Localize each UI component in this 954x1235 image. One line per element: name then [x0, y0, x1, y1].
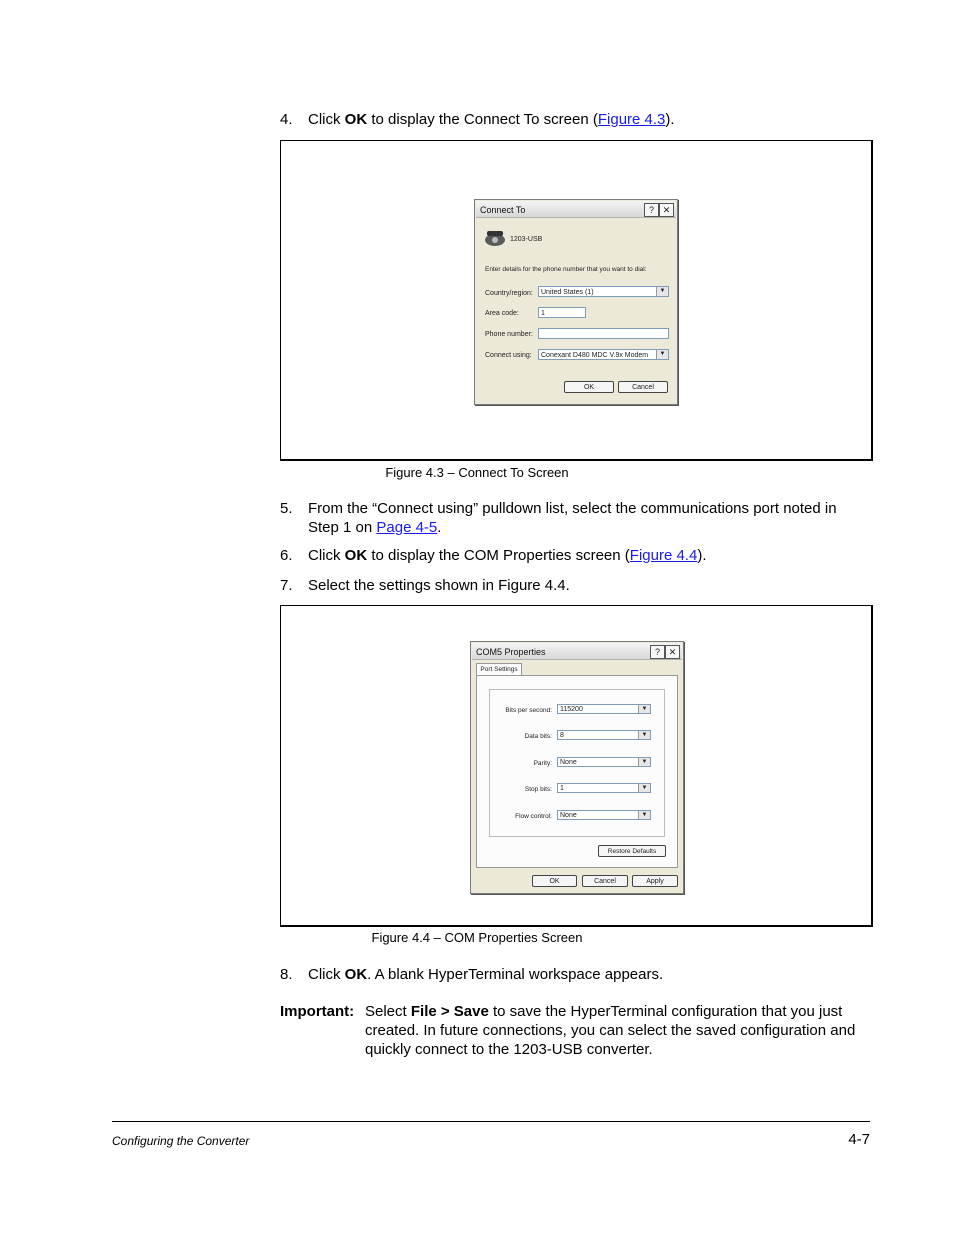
stop-bits-value: 1	[560, 785, 564, 792]
step-number: 6.	[280, 547, 293, 564]
instruction-text: Enter details for the phone number that you want to dial:	[485, 266, 647, 273]
footer-rule	[112, 1121, 870, 1122]
apply-button[interactable]: Apply	[632, 875, 678, 887]
chevron-down-icon[interactable]: ▼	[638, 731, 650, 739]
flow-control-value: None	[560, 812, 577, 819]
step-text-part: ).	[665, 111, 675, 128]
step-text-line2	[308, 518, 441, 537]
settings-group	[489, 689, 665, 837]
step-number: 5.	[280, 500, 293, 517]
figure-4-3-caption: Figure 4.3 – Connect To Screen	[385, 465, 569, 480]
connect-to-dialog	[474, 199, 678, 405]
page-link[interactable]: Page 4-5	[376, 519, 438, 536]
important-label: Important:	[280, 1003, 355, 1020]
important-text-part: Select	[365, 1003, 411, 1020]
chevron-down-icon[interactable]: ▼	[656, 287, 668, 296]
bits-per-second-label: Bits per second:	[505, 707, 552, 714]
ok-button[interactable]: OK	[564, 381, 614, 393]
step-bold: OK	[344, 547, 368, 564]
stop-bits-select[interactable]	[557, 783, 651, 793]
area-code-value: 1	[541, 310, 545, 317]
step-text-part: to display the Connect To screen (	[367, 111, 598, 128]
close-icon[interactable]: ✕	[659, 203, 674, 217]
step-text-part: Click	[308, 966, 345, 983]
step-number: 7.	[280, 577, 293, 594]
area-code-input[interactable]	[538, 307, 586, 318]
flow-control-label: Flow control:	[515, 813, 552, 820]
figure-4-4-caption: Figure 4.4 – COM Properties Screen	[371, 930, 583, 945]
page-number: 4-7	[848, 1131, 870, 1148]
telephone-icon	[483, 225, 507, 247]
connect-using-value: Conexant D480 MDC V.9x Modem	[541, 352, 649, 359]
step-text: From the “Connect using” pulldown list, select the communications port noted in	[308, 500, 837, 517]
chevron-down-icon[interactable]: ▼	[638, 811, 650, 819]
connect-using-select[interactable]	[538, 349, 669, 360]
step-text-part: ).	[697, 547, 707, 564]
important-line3: quickly connect to the 1203-USB converter.	[365, 1041, 653, 1058]
chevron-down-icon[interactable]: ▼	[638, 784, 650, 792]
figure-4-3-frame	[280, 140, 873, 461]
step-bold: OK	[344, 111, 368, 128]
bits-per-second-select[interactable]	[557, 704, 651, 714]
country-select[interactable]	[538, 286, 669, 297]
restore-defaults-button[interactable]: Restore Defaults	[598, 845, 666, 857]
com-properties-dialog	[470, 641, 684, 894]
chevron-down-icon[interactable]: ▼	[638, 758, 650, 766]
cancel-button[interactable]: Cancel	[618, 381, 668, 393]
data-bits-value: 8	[560, 732, 564, 739]
step-bold: OK	[344, 966, 368, 983]
phone-number-input[interactable]	[538, 328, 669, 339]
flow-control-select[interactable]	[557, 810, 651, 820]
step-text-part: Click	[308, 547, 345, 564]
important-bold: File > Save	[410, 1003, 489, 1020]
phone-number-label: Phone number:	[485, 331, 533, 338]
parity-value: None	[560, 759, 577, 766]
step-text	[308, 546, 707, 565]
step-number: 4.	[280, 111, 293, 128]
close-icon[interactable]: ✕	[665, 645, 680, 659]
area-code-label: Area code:	[485, 310, 519, 317]
important-line2: created. In future connections, you can select the saved configuration and	[365, 1022, 856, 1039]
connection-name: 1203-USB	[510, 236, 543, 243]
dialog-title: COM5 Properties	[476, 647, 546, 657]
step-text-part: Click	[308, 111, 345, 128]
step-text-part: . A blank HyperTerminal workspace appears.	[367, 966, 664, 983]
help-icon[interactable]: ?	[644, 203, 659, 217]
figure-4-4-frame	[280, 605, 873, 927]
step-text	[308, 110, 675, 129]
step-text-part: Step 1 on	[308, 519, 377, 536]
country-label: Country/region:	[485, 290, 533, 297]
ok-button[interactable]: OK	[532, 875, 577, 887]
chevron-down-icon[interactable]: ▼	[638, 705, 650, 713]
figure-link[interactable]: Figure 4.4	[629, 547, 698, 564]
data-bits-select[interactable]	[557, 730, 651, 740]
step-text	[308, 965, 663, 984]
connect-using-label: Connect using:	[485, 352, 532, 359]
dialog-titlebar	[472, 643, 682, 660]
tab-port-settings[interactable]: Port Settings	[476, 663, 522, 676]
parity-select[interactable]	[557, 757, 651, 767]
step-text: Select the settings shown in Figure 4.4.	[308, 577, 570, 594]
step-text-part: .	[437, 519, 442, 536]
data-bits-label: Data bits:	[524, 733, 552, 740]
dialog-title: Connect To	[480, 205, 526, 215]
step-text-part: to display the COM Properties screen (	[367, 547, 630, 564]
footer-title: Configuring the Converter	[112, 1134, 250, 1148]
tab-panel	[476, 675, 678, 868]
step-number: 8.	[280, 966, 293, 983]
country-value: United States (1)	[541, 289, 594, 296]
dialog-titlebar	[476, 201, 676, 218]
figure-link[interactable]: Figure 4.3	[597, 111, 666, 128]
important-line1	[365, 1002, 842, 1021]
important-text-part: to save the HyperTerminal configuration that you just	[488, 1003, 843, 1020]
bits-per-second-value: 115200	[560, 706, 583, 713]
help-icon[interactable]: ?	[650, 645, 665, 659]
chevron-down-icon[interactable]: ▼	[656, 350, 668, 359]
stop-bits-label: Stop bits:	[524, 786, 552, 793]
cancel-button[interactable]: Cancel	[582, 875, 628, 887]
parity-label: Parity:	[533, 760, 552, 767]
